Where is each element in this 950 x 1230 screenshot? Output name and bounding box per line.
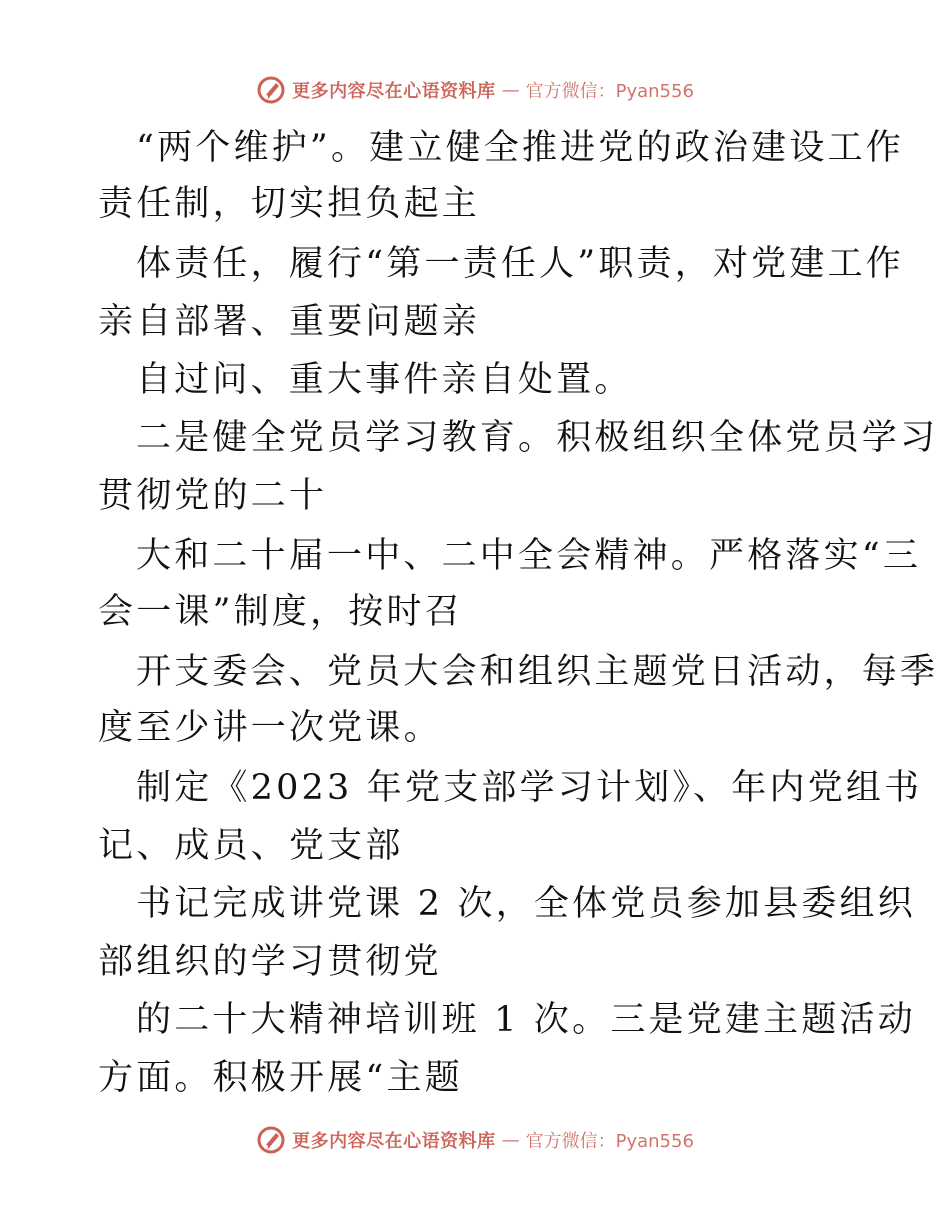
paragraph-line: “两个维护”。建立健全推进党的政治建设工作 [136,128,904,168]
paragraph-line: 开支委会、党员大会和组织主题党日活动，每季 [136,652,939,692]
paragraph-line: 自过问、重大事件亲自处置。 [136,360,633,400]
paragraph-line: 制定《2023 年党支部学习计划》、年内党组书 [136,768,923,808]
paragraph-line: 会一课”制度，按时召 [98,592,463,632]
watermark-contact-text: 官方微信：Pyan556 [525,1131,694,1152]
watermark-separator: — [501,79,520,101]
watermark-header [0,70,950,110]
pen-logo-icon [256,1125,286,1155]
watermark-footer [0,1120,950,1160]
watermark-separator: — [501,1129,520,1151]
paragraph-line: 书记完成讲党课 2 次，全体党员参加县委组织 [136,884,916,924]
paragraph-line: 贯彻党的二十 [98,476,328,516]
watermark-contact-text: 官方微信：Pyan556 [525,81,694,102]
paragraph-line: 方面。积极开展“主题 [98,1058,463,1098]
paragraph-line: 亲自部署、重要问题亲 [98,302,481,342]
watermark-site-text: 更多内容尽在心语资料库 [292,1131,496,1152]
paragraph-line: 二是健全党员学习教育。积极组织全体党员学习 [136,418,939,458]
pen-logo-icon [256,75,286,105]
paragraph-line: 体责任，履行“第一责任人”职责，对党建工作 [136,244,904,284]
paragraph-line: 大和二十届一中、二中全会精神。严格落实“三 [136,536,922,576]
watermark-site-text: 更多内容尽在心语资料库 [292,81,496,102]
paragraph-line: 责任制，切实担负起主 [98,184,481,224]
paragraph-line: 记、成员、党支部 [98,826,404,866]
paragraph-line: 部组织的学习贯彻党 [98,942,442,982]
paragraph-line: 度至少讲一次党课。 [98,708,442,748]
paragraph-line: 的二十大精神培训班 1 次。三是党建主题活动 [136,1000,916,1040]
